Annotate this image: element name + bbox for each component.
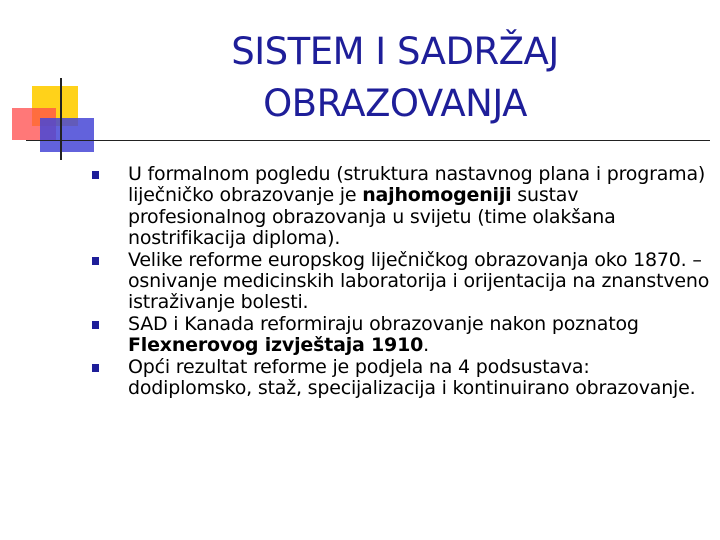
bullet-text: [128, 163, 705, 249]
logo-blue-square: [40, 118, 94, 152]
bullet-item: [40, 164, 710, 250]
bullet-text-part: Opći rezultat reforme je podjela na 4 podsustava: dodiplomsko, staž, specijalizacija i kontinuirano obrazovanje.: [128, 355, 696, 400]
bullet-text-part: Velike reforme europskog liječničkog obrazovanja oko 1870. – osnivanje medicinskih laboratorija i orijentacija na znanstveno istraživanje bolesti.: [128, 248, 710, 314]
logo-vertical-line: [60, 78, 62, 160]
bullet-text-part: .: [423, 334, 429, 357]
square-bullet-icon: [92, 257, 99, 265]
square-bullet-icon: [92, 171, 99, 179]
bullet-list: [40, 164, 710, 399]
bullet-item: [40, 357, 710, 400]
bullet-item: [40, 250, 710, 314]
bullet-text-part: U formalnom pogledu (struktura nastavnog plana i programa) liječničko obrazovanje je: [128, 163, 706, 207]
bullet-text: [128, 356, 695, 399]
slide-title: [100, 26, 690, 130]
slide-title-line-2: OBRAZOVANJA: [263, 82, 527, 125]
bullet-text-part: sustav profesionalnog obrazovanja u svijetu (time olakšana nostrifikacija diploma).: [128, 184, 616, 250]
bullet-text-part: SAD i Kanada reformiraju obrazovanje nakon poznatog: [128, 312, 639, 335]
square-bullet-icon: [92, 364, 99, 372]
slide-title-line-1: SISTEM I SADRŽAJ: [231, 30, 559, 73]
square-bullet-icon: [92, 321, 99, 329]
title-divider-line: [26, 140, 710, 141]
bullet-item: [40, 314, 710, 357]
bullet-text-bold: najhomogeniji: [362, 184, 512, 207]
bullet-text: [128, 249, 709, 314]
bullet-text-bold: Flexnerovog izvještaja 1910: [128, 334, 424, 357]
bullet-text: [128, 313, 639, 356]
